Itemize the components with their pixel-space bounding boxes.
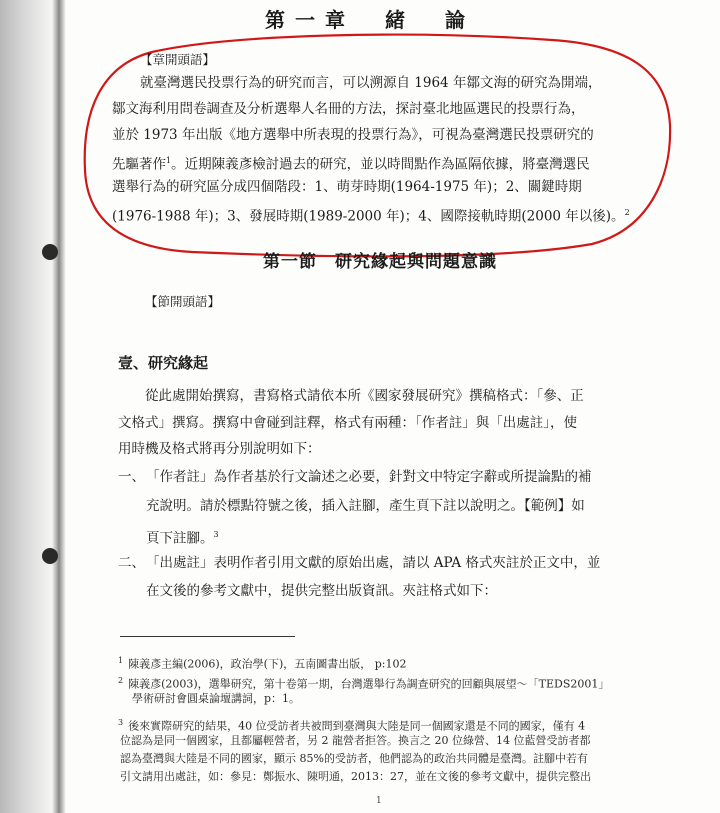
footnote-2: $^2$ 陳義彥(2003)，選舉研究，第十卷第一期，台灣選舉行為調查研究的回顧與展望～「TEDS2001」 <box>118 676 610 691</box>
footnote-3: $^3$ 後來實際研究的結果，40 位受訪者共被問到臺灣與大陸是同一個國家還是不同的國家，僅有 4 <box>118 718 586 733</box>
chapter-lead-line: 就臺灣選民投票行為的研究而言，可以溯源自 1964 年鄒文海的研究為開端， <box>140 75 602 91</box>
body-line: 用時機及格式將再分別說明如下： <box>118 441 321 457</box>
body-line: 從此處開始撰寫，書寫格式請依本所《國家發展研究》撰稿格式：「參、正 <box>145 388 584 404</box>
binder-hole <box>42 548 58 564</box>
chapter-lead-line: 鄒文海利用問卷調查及分析選舉人名冊的方法，探討臺北地區選民的投票行為， <box>112 101 585 117</box>
footnote-ref[interactable]: 1 <box>166 156 172 165</box>
list-item-line-3: 頁下註腳。$^3$ <box>146 530 219 547</box>
footnote-ref[interactable]: 2 <box>624 208 630 217</box>
chapter-lead-line: 選舉行為的研究區分成四個階段：1、萌芽時期(1964-1975 年)；2、關鍵時期 <box>112 179 582 195</box>
footnote-2-cont: 學術研討會圓桌論壇講詞，p：1。 <box>132 692 301 705</box>
list-item-line: 「作者註」為作者基於行文論述之必要，針對文中特定字辭或所提論點的補 <box>146 469 592 485</box>
section-lead-label: 【節開頭語】 <box>145 294 221 309</box>
footnote-3-cont: 引文請用出處註，如：參見：鄭振水、陳明通，2013：27，並在文後的參考文獻中，提供完整出 <box>120 770 591 783</box>
list-item-line: 充說明。請於標點符號之後，插入註腳，產生頁下註以說明之。【範例】如 <box>146 498 585 514</box>
heading-research-origin: 壹、研究緣起 <box>118 354 209 372</box>
footnote-ref[interactable]: 3 <box>213 530 219 539</box>
body-line: 文格式」撰寫。撰寫中會碰到註釋，格式有兩種：「作者註」與「出處註」，使 <box>118 415 577 431</box>
footnote-1: $^1$ 陳義彥主編(2006)，政治學(下)，五南圖書出版， p:102 <box>118 656 407 671</box>
footnote-3-cont: 位認為是同一個國家，且都屬輕營者，另 2 龍營者拒答。換言之 20 位綠營、14 位藍營受訪者都 <box>120 734 591 747</box>
chapter-lead-line-4: 先驅著作$^1$。近期陳義彥檢討過去的研究，並以時間點作為區隔依據，將臺灣選民 <box>112 156 590 173</box>
footnote-3-cont: 認為臺灣與大陸是不同的國家，顯示 85%的受訪者，他們認為的政治共同體是臺灣。註腳中若有 <box>120 752 588 765</box>
list-item-line: 「出處註」表明作者引用文獻的原始出處，請以 APA 格式夾註於正文中，並 <box>146 555 601 571</box>
list-marker: 二、 <box>118 555 145 571</box>
chapter-lead-line: 並於 1973 年出版《地方選舉中所表現的投票行為》，可視為臺灣選民投票研究的 <box>112 127 594 143</box>
footnote-separator <box>120 636 295 637</box>
chapter-lead-line-6: (1976-1988 年)；3、發展時期(1989-2000 年)；4、國際接軌時期(2000 年以後)。$^2$ <box>112 208 630 225</box>
scan-edge-streak <box>52 0 66 813</box>
chapter-lead-label: 【章開頭語】 <box>140 52 216 67</box>
list-item-line: 在文後的參考文獻中，提供完整出版資訊。夾註格式如下： <box>146 583 497 599</box>
scan-edge-shadow <box>0 0 60 813</box>
page-number: 1 <box>376 796 382 806</box>
section-title: 第一節 研究緣起與問題意識 <box>263 252 497 272</box>
list-marker: 一、 <box>118 469 145 485</box>
chapter-title: 第一章 緒 論 <box>265 8 475 32</box>
binder-hole <box>42 244 58 260</box>
